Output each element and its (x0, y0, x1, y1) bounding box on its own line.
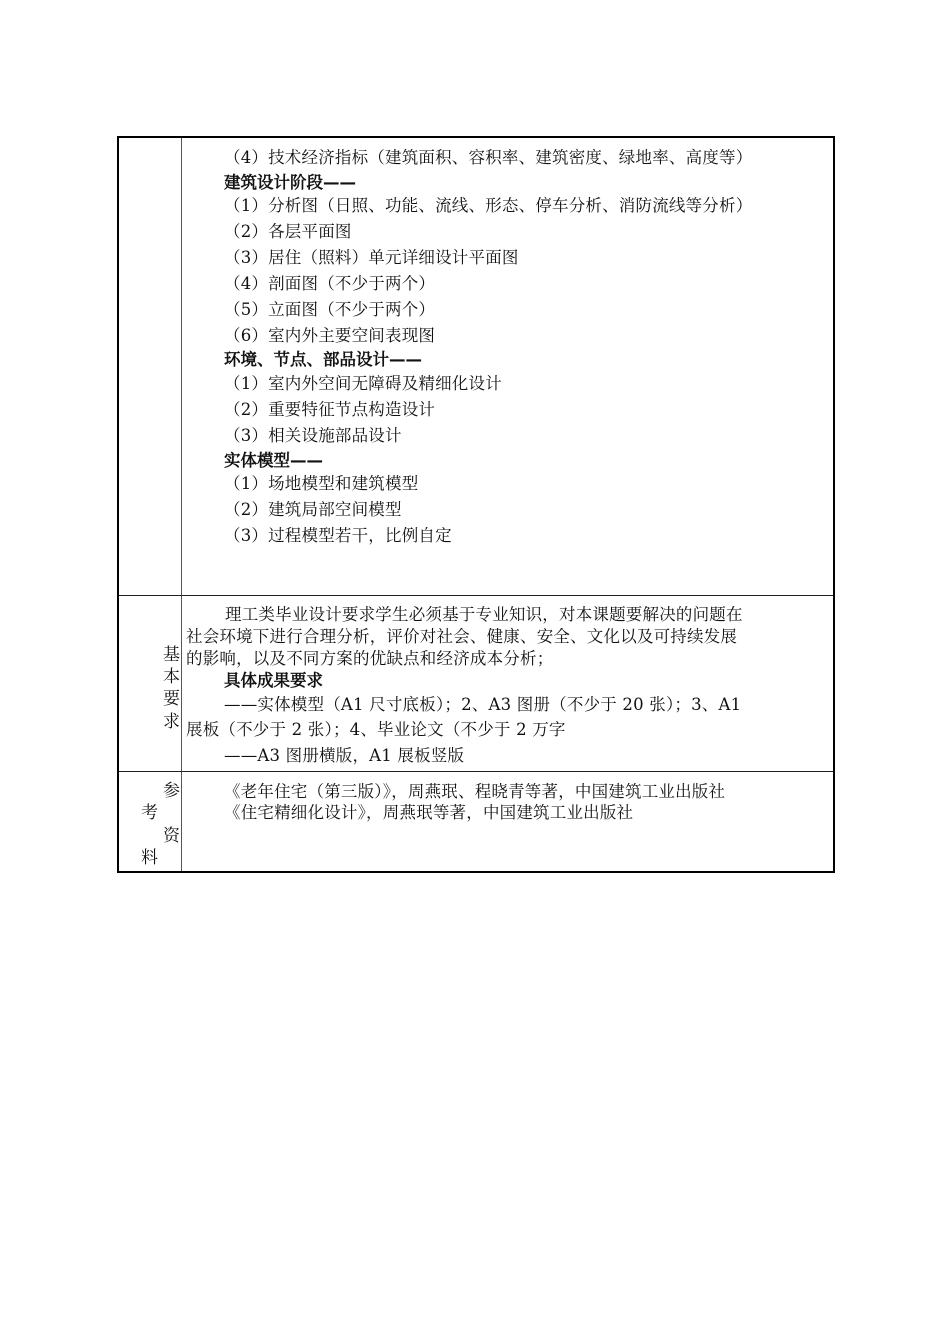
paragraph-line: ——实体模型（A1 尺寸底板）；2、A3 图册（不少于 20 张）；3、A1 (224, 695, 742, 714)
list-item: （2）重要特征节点构造设计 (224, 400, 436, 419)
column-divider (181, 138, 182, 871)
label-char: 料 (141, 848, 158, 868)
paragraph-line: 展板（不少于 2 张）；4、毕业论文（不少于 2 万字 (186, 720, 566, 739)
paragraph-line: 理工类毕业设计要求学生必须基于专业知识，对本课题要解决的问题在 (225, 605, 743, 624)
label-char: 要 (163, 689, 180, 709)
list-item: （3）过程模型若干，比例自定 (224, 526, 452, 545)
label-char: 基 (163, 645, 180, 665)
reference-item: 《住宅精细化设计》，周燕珉等著，中国建筑工业出版社 (224, 803, 634, 822)
list-item: （4）剖面图（不少于两个） (224, 274, 436, 293)
section-heading: 环境、节点、部品设计—— (224, 350, 422, 369)
list-item: （1）分析图（日照、功能、流线、形态、停车分析、消防流线等分析） (224, 196, 753, 215)
section-heading: 建筑设计阶段—— (224, 173, 356, 192)
section-heading: 具体成果要求 (224, 671, 323, 690)
list-item: （1）场地模型和建筑模型 (224, 474, 419, 493)
label-char: 参 (163, 781, 180, 801)
list-item: （2）各层平面图 (224, 222, 352, 241)
list-item: （6）室内外主要空间表现图 (224, 326, 436, 345)
requirements-table (117, 136, 835, 873)
paragraph-line: ——A3 图册横版，A1 展板竖版 (224, 746, 465, 765)
paragraph-line: 社会环境下进行合理分析，评价对社会、健康、安全、文化以及可持续发展 (186, 627, 738, 646)
list-item: （4）技术经济指标（建筑面积、容积率、建筑密度、绿地率、高度等） (224, 148, 753, 167)
reference-item: 《老年住宅（第三版）》，周燕珉、程晓青等著，中国建筑工业出版社 (224, 782, 726, 801)
list-item: （3）居住（照料）单元详细设计平面图 (224, 248, 519, 267)
section-heading: 实体模型—— (224, 451, 323, 470)
label-char: 资 (163, 826, 180, 846)
list-item: （2）建筑局部空间模型 (224, 500, 402, 519)
label-char: 考 (141, 803, 158, 823)
list-item: （5）立面图（不少于两个） (224, 300, 436, 319)
list-item: （1）室内外空间无障碍及精细化设计 (224, 374, 502, 393)
row-divider (119, 771, 833, 772)
label-char: 求 (163, 712, 180, 732)
list-item: （3）相关设施部品设计 (224, 426, 402, 445)
row-divider (119, 595, 833, 596)
paragraph-line: 的影响，以及不同方案的优缺点和经济成本分析； (186, 649, 554, 668)
label-char: 本 (163, 667, 180, 687)
